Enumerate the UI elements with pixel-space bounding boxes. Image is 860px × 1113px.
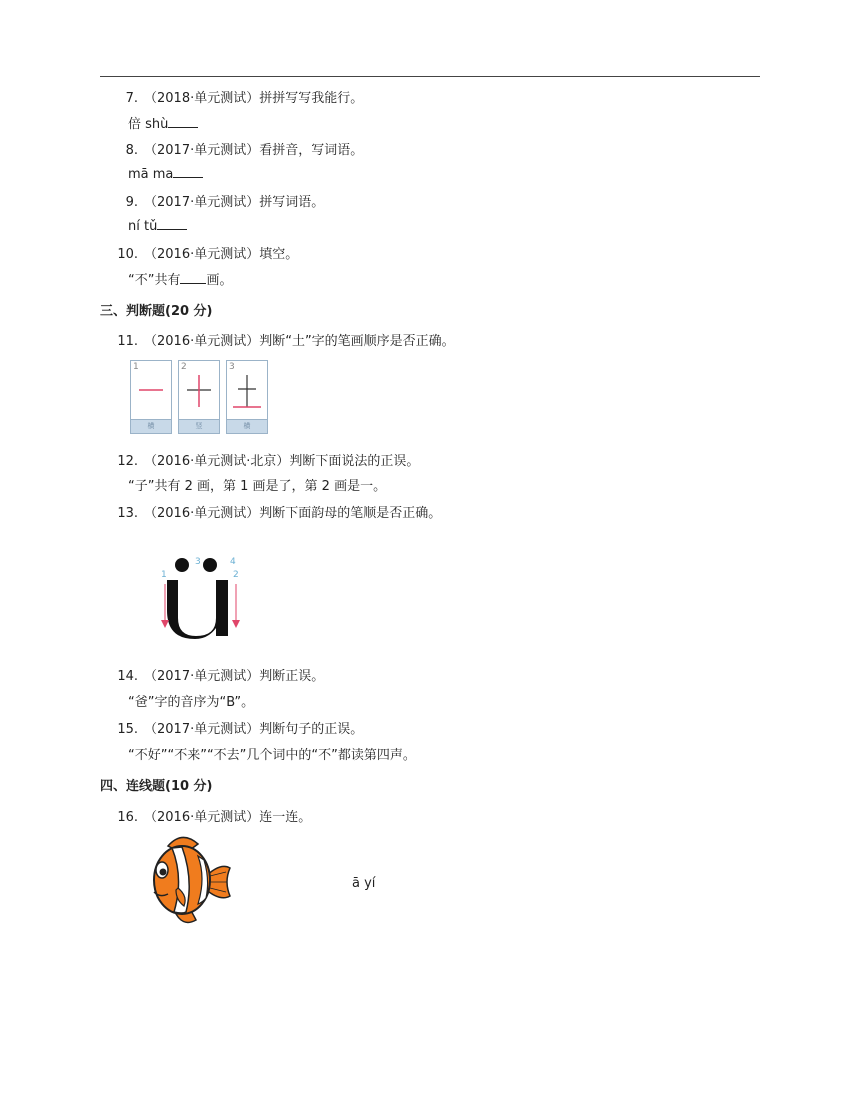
clownfish-icon [148,832,232,930]
svg-text:3: 3 [195,557,201,567]
question-13: 13. （2016·单元测试）判断下面韵母的笔顺是否正确。 [117,506,442,521]
question-14: 14. （2017·单元测试）判断正误。 [117,669,325,684]
question-11: 11. （2016·单元测试）判断“土”字的笔画顺序是否正确。 [117,334,455,349]
answer-blank[interactable] [168,115,198,128]
answer-blank[interactable] [157,217,187,230]
detail-14: “爸”字的音序为“B”。 [128,695,255,710]
question-8: 8. （2017·单元测试）看拼音，写词语。 [125,143,364,158]
question-16: 16. （2016·单元测试）连一连。 [117,810,312,825]
match-pinyin: ā yí [352,876,376,891]
section-title-match: 四、连线题(10 分) [100,779,213,794]
svg-text:1: 1 [161,570,167,580]
answer-line-7: 倍 shù [128,113,198,132]
answer-blank[interactable] [173,165,203,178]
svg-text:2: 2 [233,570,239,580]
stroke-card: 2 竖 [178,360,220,434]
svg-text:4: 4 [230,557,236,567]
answer-line-8: mā ma [128,165,203,182]
detail-12: “子”共有 2 画，第 1 画是了，第 2 画是一。 [128,479,387,494]
question-15: 15. （2017·单元测试）判断句子的正误。 [117,722,364,737]
stroke-complete-tu-icon [227,361,267,419]
stroke-horizontal-icon [131,361,171,419]
answer-blank[interactable] [180,271,206,284]
stroke-card: 1 横 [130,360,172,434]
detail-15: “不好”“不来”“不去”几个词中的“不”都读第四声。 [128,748,416,763]
question-12: 12. （2016·单元测试·北京）判断下面说法的正误。 [117,454,420,469]
answer-line-9: ní tǔ [128,217,187,234]
stroke-order-cards [130,360,268,434]
question-10: 10. （2016·单元测试）填空。 [117,247,299,262]
stroke-vertical-icon [179,361,219,419]
question-7: 7. （2018·单元测试）拼拼写写我能行。 [125,91,364,106]
u-umlaut-stroke-icon [140,540,255,650]
header-rule [100,76,760,77]
section-title-judge: 三、判断题(20 分) [100,304,213,319]
stroke-card: 3 横 [226,360,268,434]
answer-line-10: “不”共有 画。 [128,273,233,288]
question-9: 9. （2017·单元测试）拼写词语。 [125,195,325,210]
